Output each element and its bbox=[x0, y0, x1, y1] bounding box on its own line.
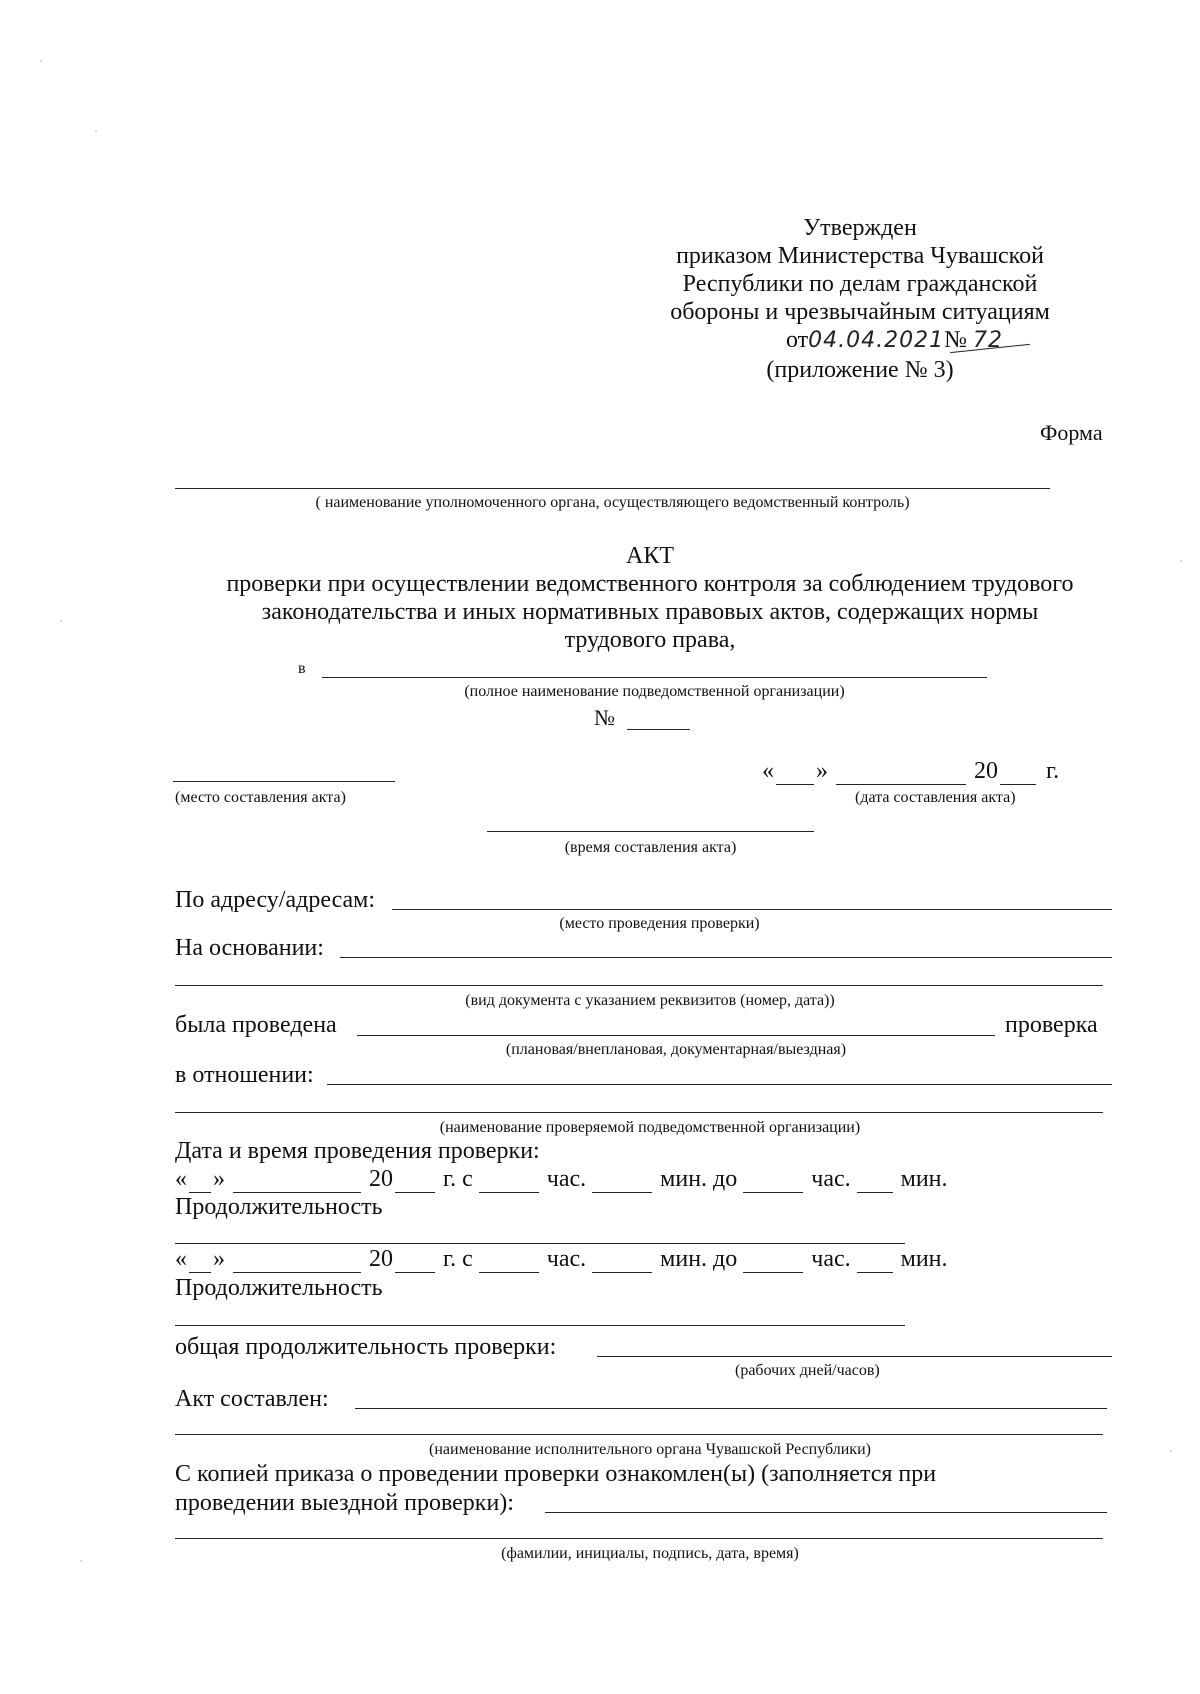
period1-open-quote: « bbox=[175, 1166, 187, 1192]
approval-number-handwritten: 72 bbox=[973, 328, 1004, 353]
scan-speck bbox=[1180, 560, 1182, 562]
scan-speck bbox=[95, 130, 97, 132]
act-year-suffix: г. bbox=[1046, 758, 1060, 784]
period2-year-prefix: 20 bbox=[369, 1246, 393, 1272]
approval-line-2: приказом Министерства Чувашской bbox=[676, 243, 1044, 269]
period1-hour-to-blank bbox=[743, 1170, 803, 1193]
form-label: Форма bbox=[1040, 420, 1103, 445]
address-label: По адресу/адресам: bbox=[175, 887, 376, 913]
approval-appendix: (приложение № 3) bbox=[766, 357, 954, 383]
period-row-1 bbox=[175, 1165, 948, 1193]
total-duration-caption: (рабочих дней/часов) bbox=[735, 1362, 880, 1379]
duration-line-1 bbox=[175, 1243, 905, 1244]
period2-hour-to-blank bbox=[743, 1250, 803, 1273]
period2-year-blank bbox=[395, 1250, 435, 1273]
period1-hour-label-2: час. bbox=[811, 1166, 851, 1192]
period1-from: г. с bbox=[443, 1166, 473, 1192]
period1-year-blank bbox=[395, 1170, 435, 1193]
act-subtitle-line-1: проверки при осуществлении ведомственного контроля за соблюдением трудового bbox=[226, 571, 1074, 597]
period2-hour-from-blank bbox=[479, 1250, 539, 1273]
period2-hour-label-2: час. bbox=[811, 1246, 851, 1272]
act-month-blank bbox=[836, 762, 966, 785]
period2-min-to: мин. до bbox=[660, 1246, 738, 1272]
duration-label-1: Продолжительность bbox=[175, 1194, 383, 1220]
basis-label: На основании: bbox=[175, 935, 324, 961]
approval-line-4: обороны и чрезвычайным ситуациям bbox=[670, 299, 1050, 325]
address-line bbox=[392, 909, 1112, 910]
total-duration-label: общая продолжительность проверки: bbox=[175, 1334, 557, 1360]
period-row-2 bbox=[175, 1245, 948, 1273]
act-year-prefix: 20 bbox=[974, 758, 998, 784]
act-date-close-quote: » bbox=[816, 758, 828, 784]
time-caption: (время составления акта) bbox=[564, 839, 737, 856]
period1-close-quote: » bbox=[213, 1166, 225, 1192]
regarding-line-1 bbox=[327, 1084, 1112, 1085]
conducted-suffix: проверка bbox=[1005, 1012, 1098, 1038]
period2-day-blank bbox=[189, 1250, 211, 1273]
approval-number-sign: № bbox=[944, 327, 968, 353]
organ-name-caption: ( наименование уполномоченного органа, осуществляющего ведомственный контроль) bbox=[315, 494, 910, 511]
basis-line-1 bbox=[340, 957, 1112, 958]
scan-speck bbox=[80, 1560, 82, 1562]
period2-min-to-blank bbox=[857, 1250, 893, 1273]
scan-speck bbox=[40, 60, 42, 62]
period2-month-blank bbox=[233, 1250, 361, 1273]
approval-line-1: Утвержден bbox=[803, 215, 917, 241]
approval-date-handwritten: 04.04.2021 bbox=[808, 328, 945, 353]
period1-min-label: мин. bbox=[900, 1166, 948, 1192]
period2-min-from-blank bbox=[592, 1250, 652, 1273]
copy-line-2: проведении выездной проверки): bbox=[175, 1490, 514, 1516]
subordinate-org-caption: (полное наименование подведомственной организации) bbox=[464, 683, 845, 700]
act-date-open-quote: « bbox=[762, 758, 774, 784]
regarding-line-2 bbox=[175, 1112, 1103, 1113]
period2-from: г. с bbox=[443, 1246, 473, 1272]
act-title: АКТ bbox=[626, 543, 674, 569]
period1-min-to-blank bbox=[857, 1170, 893, 1193]
basis-line-2 bbox=[175, 985, 1103, 986]
act-number-line bbox=[627, 729, 690, 730]
place-line bbox=[173, 781, 395, 782]
period1-day-blank bbox=[189, 1170, 211, 1193]
period1-min-to: мин. до bbox=[660, 1166, 738, 1192]
duration-line-2 bbox=[175, 1325, 905, 1326]
date-caption: (дата составления акта) bbox=[855, 789, 1016, 806]
act-subtitle-line-2: законодательства и иных нормативных правовых актов, содержащих нормы bbox=[261, 599, 1039, 625]
period2-min-label: мин. bbox=[900, 1246, 948, 1272]
conducted-line bbox=[357, 1035, 995, 1036]
period2-open-quote: « bbox=[175, 1246, 187, 1272]
signature-caption: (фамилии, инициалы, подпись, дата, время) bbox=[501, 1545, 799, 1562]
duration-label-2: Продолжительность bbox=[175, 1275, 383, 1301]
act-date-row bbox=[762, 757, 1059, 785]
conducted-caption: (плановая/внеплановая, документарная/выездная) bbox=[505, 1041, 847, 1058]
place-caption: (место составления акта) bbox=[175, 789, 346, 806]
period2-hour-label: час. bbox=[546, 1246, 587, 1272]
conducted-label: была проведена bbox=[175, 1012, 337, 1038]
address-caption: (место проведения проверки) bbox=[559, 915, 760, 932]
period2-close-quote: » bbox=[213, 1246, 225, 1272]
organ-name-line bbox=[175, 488, 1050, 489]
composed-line-2 bbox=[175, 1434, 1103, 1435]
regarding-caption: (наименование проверяемой подведомственной организации) bbox=[439, 1119, 861, 1136]
period1-min-from-blank bbox=[592, 1170, 652, 1193]
period1-hour-label: час. bbox=[546, 1166, 587, 1192]
approval-from-prefix: от bbox=[786, 327, 809, 353]
act-day-blank bbox=[776, 762, 814, 785]
basis-caption: (вид документа с указанием реквизитов (номер, дата)) bbox=[465, 992, 835, 1009]
in-prefix: в bbox=[298, 660, 306, 677]
time-line bbox=[487, 831, 814, 832]
period1-month-blank bbox=[233, 1170, 361, 1193]
period1-year-prefix: 20 bbox=[369, 1166, 393, 1192]
scan-speck bbox=[1170, 1450, 1172, 1452]
act-number-sign: № bbox=[594, 705, 615, 730]
signature-line bbox=[175, 1538, 1103, 1539]
composed-label: Акт составлен: bbox=[175, 1386, 329, 1412]
regarding-label: в отношении: bbox=[175, 1062, 314, 1088]
composed-caption: (наименование исполнительного органа Чувашской Республики) bbox=[429, 1441, 871, 1458]
datetime-label: Дата и время проведения проверки: bbox=[175, 1138, 540, 1164]
composed-line-1 bbox=[355, 1408, 1107, 1409]
scan-speck bbox=[60, 620, 62, 622]
approval-line-3: Республики по делам гражданской bbox=[682, 271, 1038, 297]
subordinate-org-line bbox=[322, 677, 987, 678]
copy-line bbox=[545, 1512, 1107, 1513]
act-year-blank bbox=[1000, 762, 1036, 785]
copy-line-1: С копией приказа о проведении проверки ознакомлен(ы) (заполняется при bbox=[175, 1461, 937, 1487]
act-subtitle-line-3: трудового права, bbox=[564, 627, 736, 653]
period1-hour-from-blank bbox=[479, 1170, 539, 1193]
total-duration-line bbox=[597, 1356, 1112, 1357]
